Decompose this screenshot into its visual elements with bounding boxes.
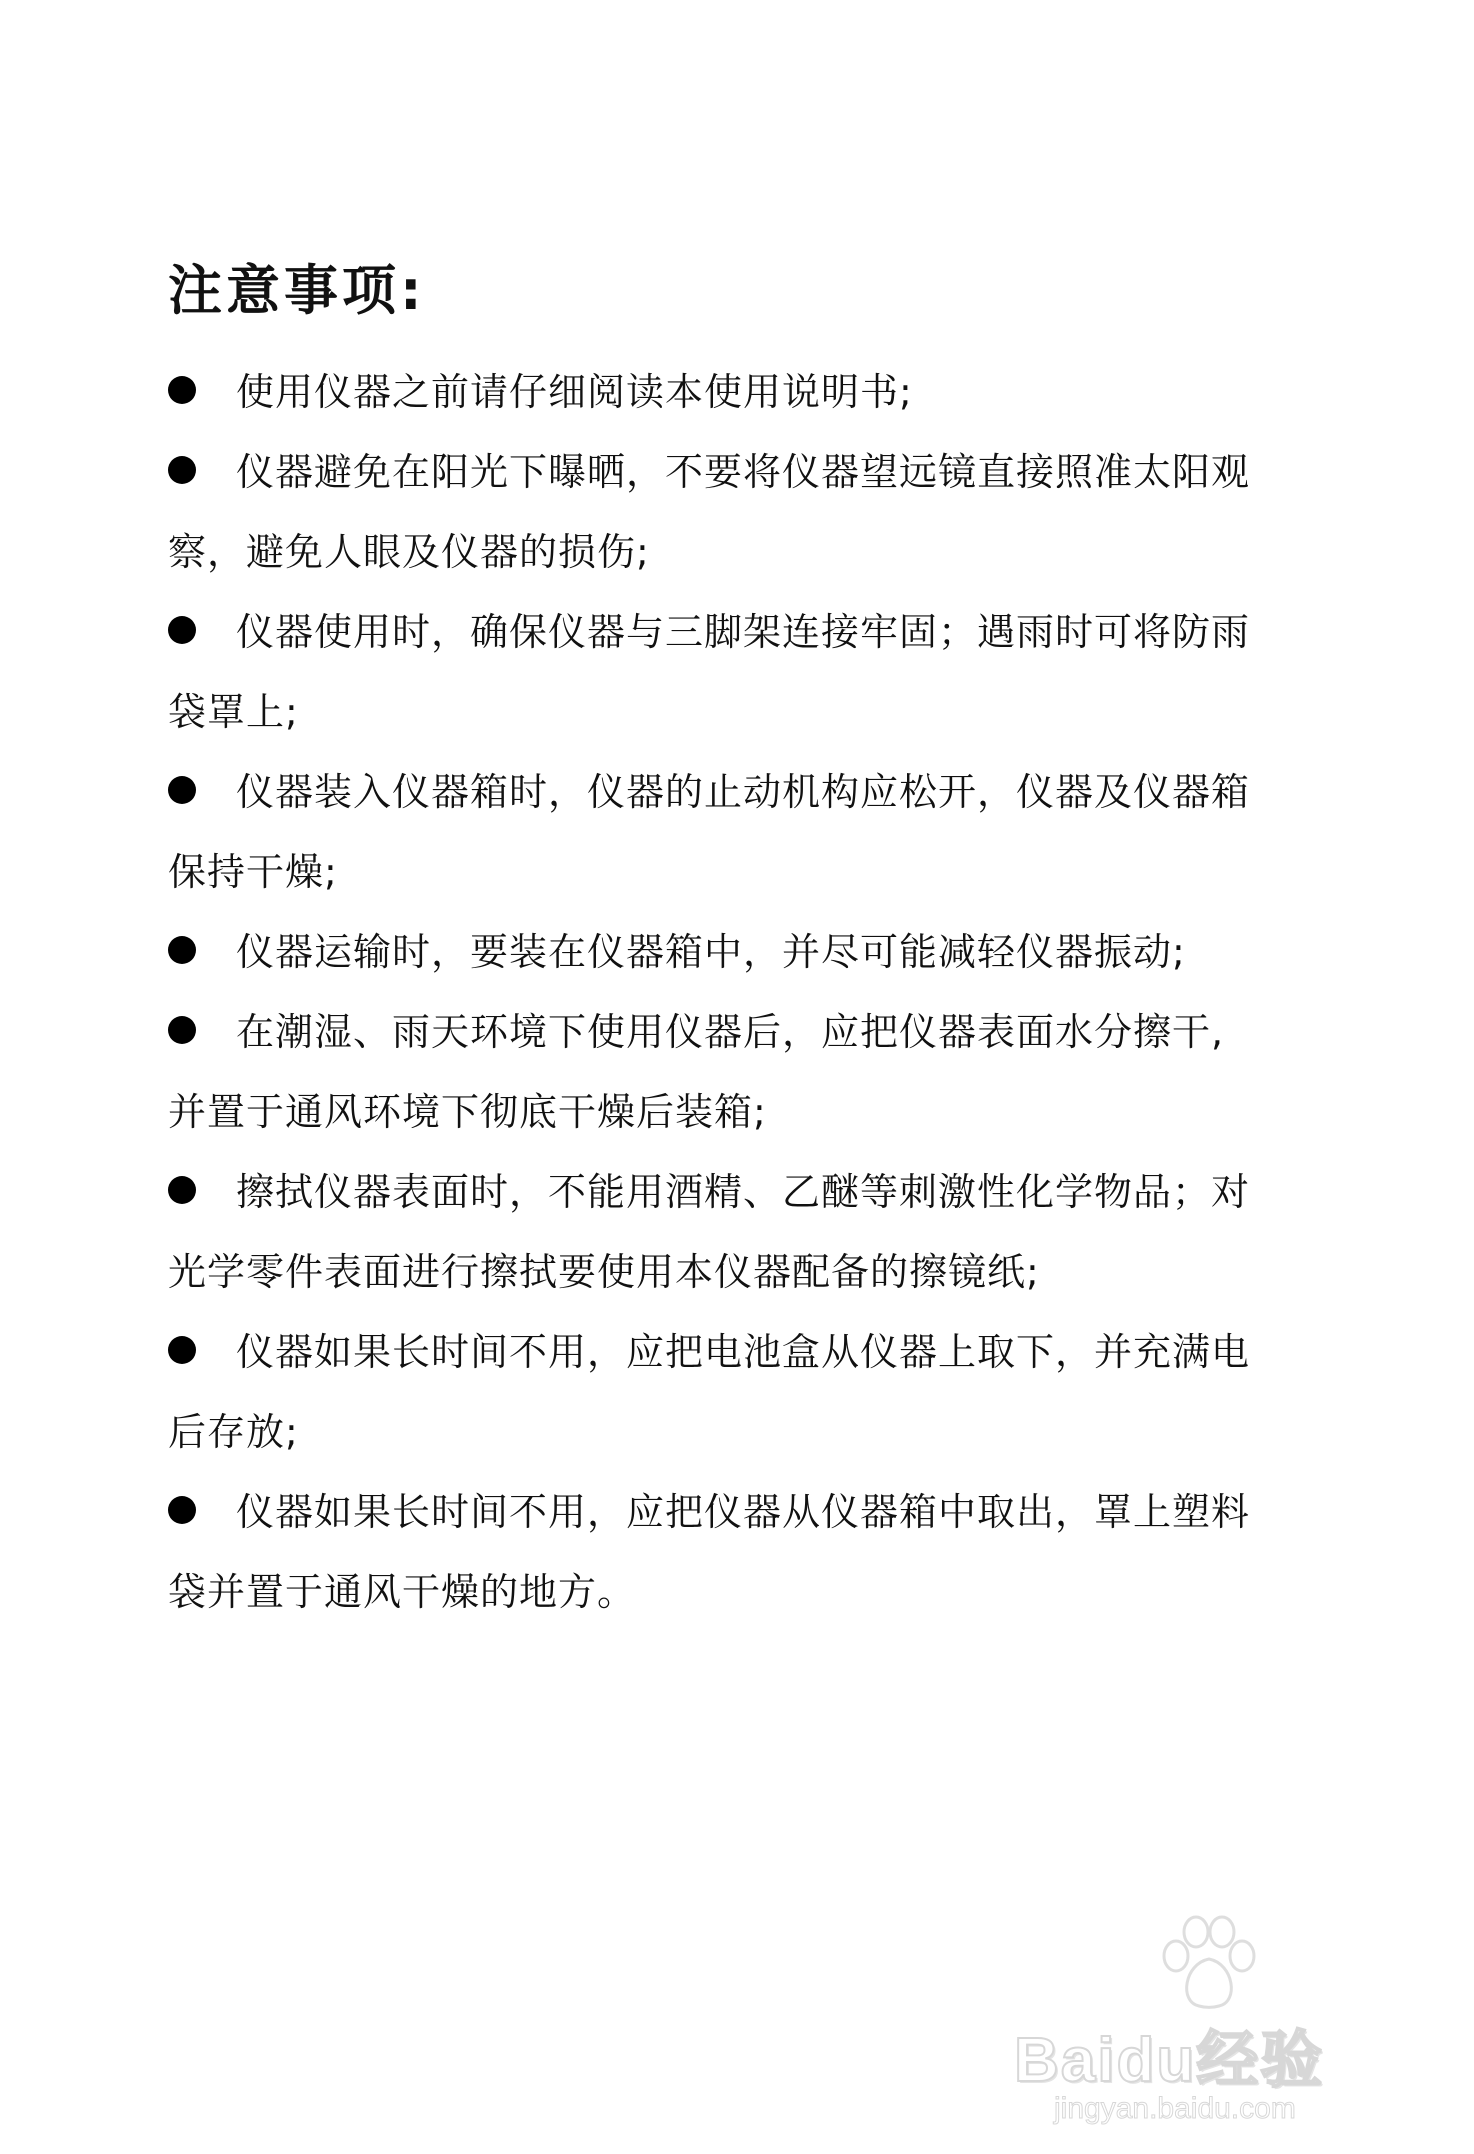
note-line: 并置于通风环境下彻底干燥后装箱; <box>168 1090 767 1134</box>
bullet-icon <box>168 1496 196 1524</box>
note-line: 仪器避免在阳光下曝晒，不要将仪器望远镜直接照准太阳观 <box>236 450 1251 494</box>
list-item <box>168 592 1318 752</box>
note-line: 袋并置于通风干燥的地方。 <box>168 1570 637 1614</box>
list-item <box>168 1152 1318 1312</box>
bullet-icon <box>168 1176 196 1204</box>
bullet-icon <box>168 456 196 484</box>
list-item <box>168 912 1318 992</box>
note-line: 仪器使用时，确保仪器与三脚架连接牢固；遇雨时可将防雨 <box>236 610 1251 654</box>
note-line: 光学零件表面进行擦拭要使用本仪器配备的擦镜纸; <box>168 1250 1040 1294</box>
paw-icon <box>1154 1914 1264 2018</box>
watermark-logo-text: Baidu经验 <box>1014 2026 1325 2095</box>
page-title: 注意事项: <box>168 259 426 322</box>
watermark-url: jingyan.baidu.com <box>1054 2092 1296 2125</box>
bullet-icon <box>168 1336 196 1364</box>
note-line: 仪器如果长时间不用，应把仪器从仪器箱中取出，罩上塑料 <box>236 1490 1251 1534</box>
note-line: 察，避免人眼及仪器的损伤; <box>168 530 650 574</box>
bullet-icon <box>168 936 196 964</box>
list-item <box>168 1472 1318 1632</box>
list-item <box>168 752 1318 912</box>
note-line: 仪器装入仪器箱时，仪器的止动机构应松开，仪器及仪器箱 <box>236 770 1251 814</box>
bullet-icon <box>168 616 196 644</box>
baidu-jingyan-watermark <box>1014 1914 1374 2134</box>
notes-list <box>168 352 1318 1632</box>
note-line: 袋罩上; <box>168 690 299 734</box>
list-item <box>168 992 1318 1152</box>
bullet-icon <box>168 376 196 404</box>
list-item <box>168 432 1318 592</box>
note-line: 仪器运输时，要装在仪器箱中，并尽可能减轻仪器振动; <box>236 930 1186 974</box>
note-line: 擦拭仪器表面时，不能用酒精、乙醚等刺激性化学物品；对 <box>236 1170 1251 1214</box>
note-line: 后存放; <box>168 1410 299 1454</box>
note-line: 在潮湿、雨天环境下使用仪器后，应把仪器表面水分擦干, <box>236 1010 1225 1054</box>
list-item <box>168 1312 1318 1472</box>
note-line: 使用仪器之前请仔细阅读本使用说明书; <box>236 370 913 414</box>
note-line: 仪器如果长时间不用，应把电池盒从仪器上取下，并充满电 <box>236 1330 1251 1374</box>
bullet-icon <box>168 776 196 804</box>
note-line: 保持干燥; <box>168 850 338 894</box>
bullet-icon <box>168 1016 196 1044</box>
list-item <box>168 352 1318 432</box>
